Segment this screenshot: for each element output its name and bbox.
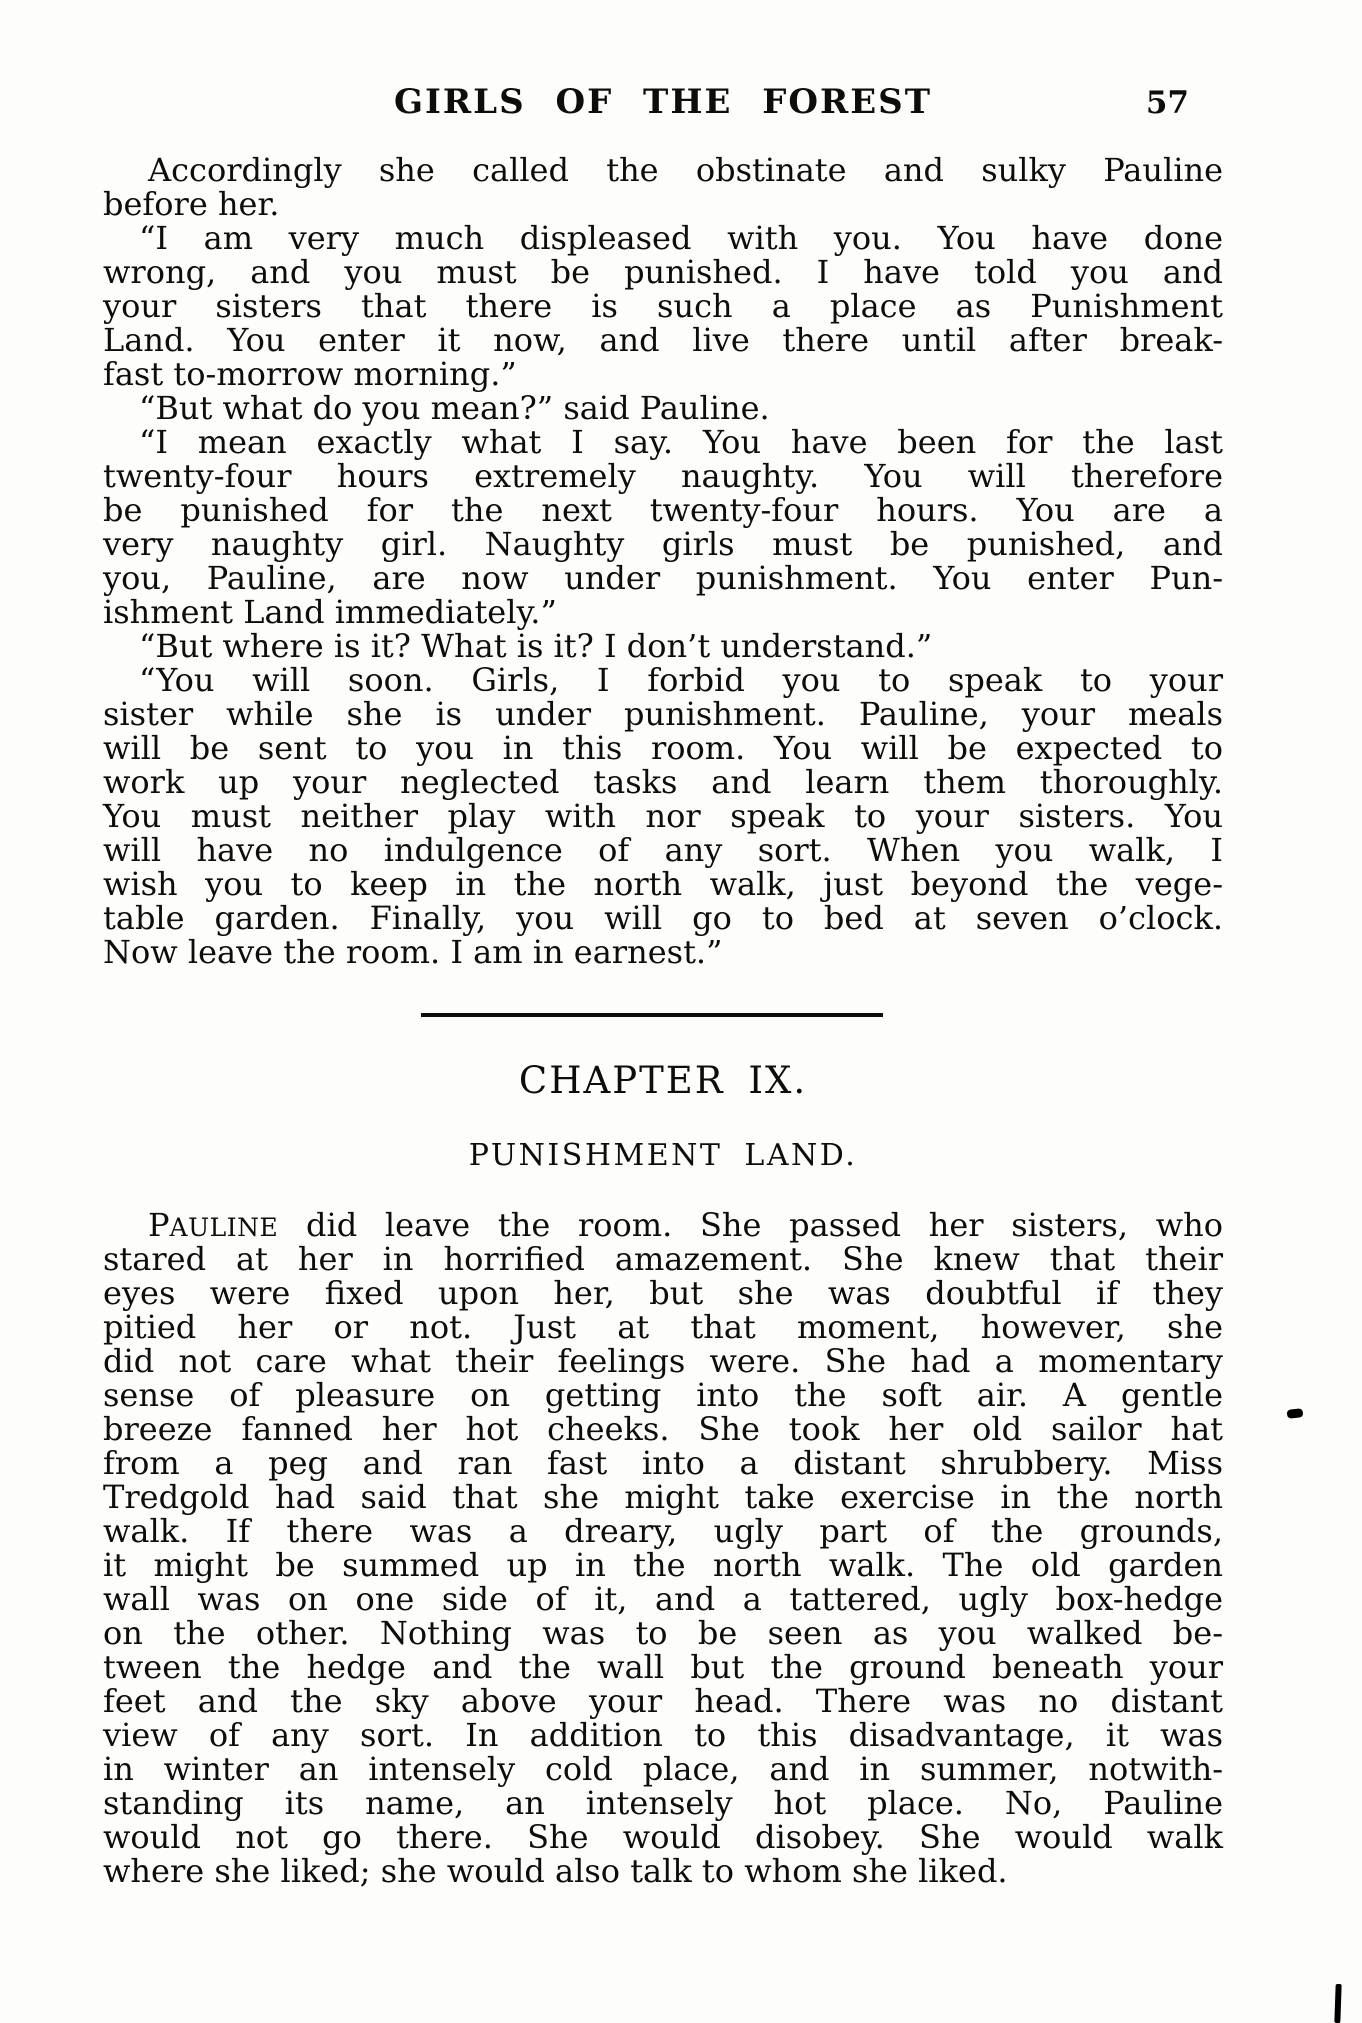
text-line: tween the hedge and the wall but the ground beneath your (103, 1648, 1223, 1686)
section-divider-rule (421, 1013, 883, 1017)
paragraph (103, 391, 1223, 425)
ink-mark-stroke (1334, 1984, 1341, 2023)
paragraph (103, 663, 1223, 969)
text-line: eyes were fixed upon her, but she was doubtful if they (103, 1274, 1223, 1312)
text-line: you, Pauline, are now under punishment. You enter Pun- (103, 559, 1223, 597)
text-line: table garden. Finally, you will go to bed at seven o’clock. (103, 899, 1223, 937)
text-line: Tredgold had said that she might take exercise in the north (103, 1478, 1223, 1516)
text-line: did not care what their feelings were. She had a momentary (103, 1342, 1223, 1380)
text-line: view of any sort. In addition to this disadvantage, it was (103, 1716, 1223, 1754)
text-line: would not go there. She would disobey. She would walk (103, 1818, 1223, 1856)
running-title: GIRLS OF THE FOREST (393, 82, 933, 122)
text-line: PAULINE did leave the room. She passed her sisters, who (148, 1206, 1223, 1244)
text-line: Land. You enter it now, and live there until after break- (103, 321, 1223, 359)
text-line: wall was on one side of it, and a tattered, ugly box-hedge (103, 1580, 1223, 1618)
text-line: be punished for the next twenty-four hours. You are a (103, 491, 1223, 529)
text-line: from a peg and ran fast into a distant shrubbery. Miss (103, 1444, 1223, 1482)
text-line: sister while she is under punishment. Pauline, your meals (103, 695, 1223, 733)
lead-small-caps: AULINE (169, 1213, 279, 1242)
text-line: very naughty girl. Naughty girls must be punished, and (103, 525, 1223, 563)
text-line: on the other. Nothing was to be seen as you walked be- (103, 1614, 1223, 1652)
page-content (103, 0, 1223, 1888)
lead-capital: P (148, 1206, 170, 1244)
text-line: “I am very much displeased with you. You have done (139, 219, 1223, 257)
text-line: standing its name, an intensely hot place. No, Pauline (103, 1784, 1223, 1822)
text-line: “But where is it? What is it? I don’t understand.” (139, 627, 933, 665)
paragraph (103, 425, 1223, 629)
text-line: sense of pleasure on getting into the soft air. A gentle (103, 1376, 1223, 1414)
text-line: walk. If there was a dreary, ugly part of the grounds, (103, 1512, 1223, 1550)
text-line: your sisters that there is such a place as Punishment (103, 287, 1223, 325)
text-line: Now leave the room. I am in earnest.” (103, 933, 723, 971)
page-header (103, 84, 1223, 120)
text-line: will be sent to you in this room. You will be expected to (103, 729, 1223, 767)
text-line: ishment Land immediately.” (103, 593, 557, 631)
text-line: stared at her in horrified amazement. She knew that their (103, 1240, 1223, 1278)
text-line: will have no indulgence of any sort. When you walk, I (103, 831, 1223, 869)
text-line: feet and the sky above your head. There was no distant (103, 1682, 1223, 1720)
paragraph (103, 629, 1223, 663)
chapter-heading: CHAPTER IX. (518, 1059, 808, 1102)
text-line: breeze fanned her hot cheeks. She took her old sailor hat (103, 1410, 1223, 1448)
text-line: pitied her or not. Just at that moment, however, she (103, 1308, 1223, 1346)
text-line: “You will soon. Girls, I forbid you to speak to your (139, 661, 1223, 699)
text-line: where she liked; she would also talk to whom she liked. (103, 1852, 1008, 1890)
text-line: Accordingly she called the obstinate and sulky Pauline (148, 151, 1223, 189)
paragraph (103, 153, 1223, 221)
text-line: wish you to keep in the north walk, just beyond the vege- (103, 865, 1223, 903)
paragraph (103, 1208, 1223, 1888)
ink-mark-blob (1287, 1408, 1304, 1419)
text-line: “I mean exactly what I say. You have been for the last (139, 423, 1223, 461)
body-text-section (103, 153, 1223, 969)
text-line: wrong, and you must be punished. I have told you and (103, 253, 1223, 291)
paragraph (103, 221, 1223, 391)
text-line: it might be summed up in the north walk. The old garden (103, 1546, 1223, 1584)
text-line: before her. (103, 185, 280, 223)
text-line: fast to-morrow morning.” (103, 355, 517, 393)
text-line: in winter an intensely cold place, and in summer, notwith- (103, 1750, 1223, 1788)
text-line: work up your neglected tasks and learn them thoroughly. (103, 763, 1223, 801)
chapter-subheading: PUNISHMENT LAND. (468, 1138, 858, 1173)
chapter-body-text-section (103, 1208, 1223, 1888)
text-line: “But what do you mean?” said Pauline. (139, 389, 770, 427)
page-number: 57 (1145, 85, 1189, 121)
text-line: You must neither play with nor speak to your sisters. You (103, 797, 1223, 835)
text-line: twenty-four hours extremely naughty. You will therefore (103, 457, 1223, 495)
